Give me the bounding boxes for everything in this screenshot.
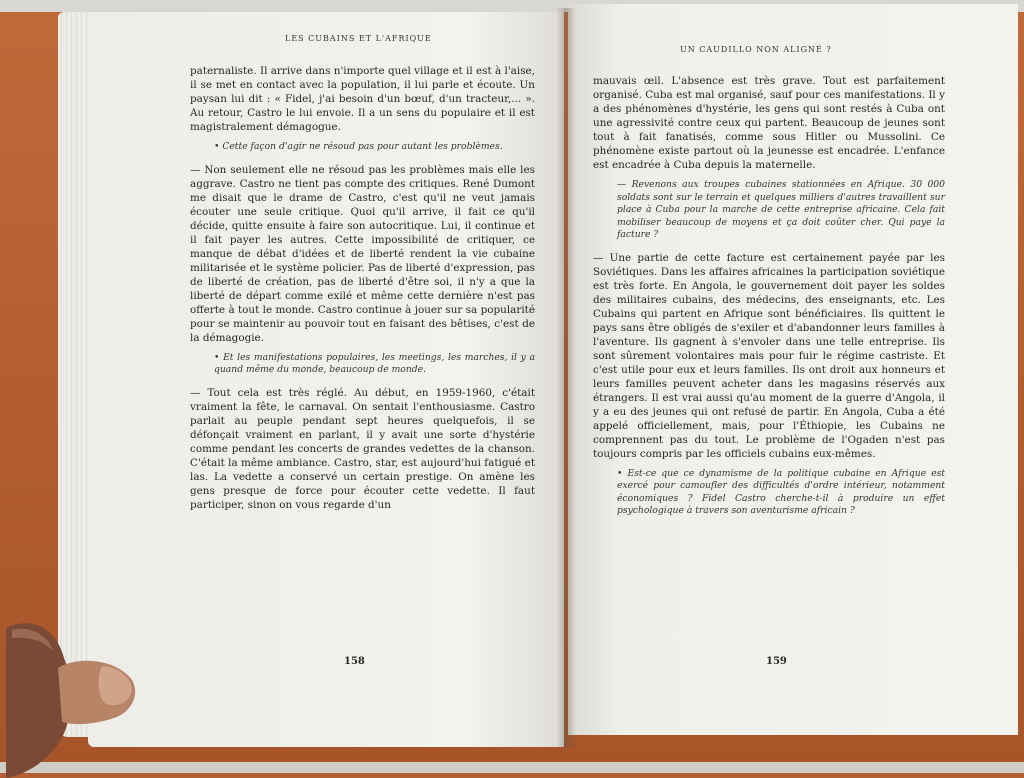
left-running-head: LES CUBAINS ET L'AFRIQUE <box>285 34 432 43</box>
left-page-text <box>190 64 535 519</box>
left-question-1: • Cette façon d'agir ne résoud pas pour autant les problèmes. <box>214 141 503 152</box>
left-question-2: • Et les manifestations populaires, les meetings, les marches, il y a quand même du monde, beaucoup de monde. <box>214 351 535 375</box>
right-page-text <box>593 74 945 527</box>
right-question-1: — Revenons aux troupes cubaines stationnées en Afrique. 30 000 soldats sont sur le terrain et quelques milliers d'autres travaillent sur place à Cuba pour la marche de cette entreprise africaine. Cela fait mobiliser beaucoup de moyens et ça doit coûter cher. Qui paye la facture ? <box>617 179 945 240</box>
right-paragraph-1: mauvais œil. L'absence est très grave. Tout est parfaitement organisé. Cuba est mal organisé, sauf pour ces manifestations. Il y a des phénomènes d'hystérie, les gens qui sont restés à Cuba ont une agressivité contre ceux qui partent. Beaucoup de jeunes sont tout à fait fanatisés, comme sous Hitler ou Mussolini. Ce phénomène existe partout où la jeunesse est encadrée. L'enfance est encadrée à Cuba depuis la maternelle. <box>593 75 945 171</box>
book-gutter <box>556 8 576 748</box>
thumb-holding-book <box>6 618 138 778</box>
right-paragraph-2: — Une partie de cette facture est certainement payée par les Soviétiques. Dans les affaires africaines la participation soviétique est très forte. En Angola, le gouvernement doit payer les soldes des militaires cubains, des médecins, des enseignants, etc. Les Cubains qui partent en Afrique sont bénéficiaires. Ils quittent le pays sans être obligés de s'exiler et d'abandonner leurs familles à l'aventure. Ils gagnent à s'envoler dans une telle entreprise. Ils sont sûrement volontaires mais pour fuir le régime castriste. Et c'est utile pour eux et leurs familles. Ils ont droit aux honneurs et leurs familles peuvent acheter dans les magasins réservés aux étrangers. Il est vrai aussi qu'au moment de la guerre d'Angola, il y a eu des jeunes qui ont refusé de partir. En Angola, Cuba a été appelé officiellement, mais, pour l'Éthiopie, les Cubains ne comprennent pas du tout. Le problème de l'Ogaden n'est pas toujours compris par les officiels cubains eux-mêmes. <box>593 251 945 460</box>
left-paragraph-3: — Tout cela est très réglé. Au début, en 1959-1960, c'était vraiment la fête, le carnaval. On sentait l'enthousiasme. Castro parlait au peuple pendant sept heures quelquefois, il se défonçait vraiment en parlant, il y avait une sorte d'hystérie comme pendant les concerts de grandes vedettes de la chanson. C'était la même ambiance. Castro, star, est aujourd'hui fatigué et las. La vedette a conservé un certain prestige. On amène les gens presque de force pour écouter cette vedette. Il faut participer, sinon on vous regarde d'un <box>190 386 535 511</box>
background-strip-bottom <box>0 762 1024 773</box>
left-page-number: 158 <box>344 656 365 667</box>
left-paragraph-2: — Non seulement elle ne résoud pas les problèmes mais elle les aggrave. Castro ne tient pas compte des critiques. René Dumont me disait que le drame de Castro, c'est qu'il ne veut jamais écouter une seule critique. Quoi qu'il arrive, il fait ce qu'il décide, quitte ensuite à faire son autocritique. Lui, il continue et il fait payer les autres. Cette impossibilité de critiquer, ce manque de débat d'idées et de liberté rendent la vie cubaine militarisée et le système policier. Pas de liberté d'expression, pas de liberté de création, pas de liberté d'être soi, il n'y a que la liberté de départ comme exilé et même cette dernière n'est pas offerte à tout le monde. Castro continue à jouer sur sa popularité pour se maintenir au pouvoir tout en faisant des bêtises, c'est de la démagogie. <box>190 163 535 344</box>
left-paragraph-1: paternaliste. Il arrive dans n'importe quel village et il est à l'aise, il se met en contact avec la population, il lui parle et écoute. Un paysan lui dit : « Fidel, j'ai besoin d'un bœuf, d'un tracteur,... ». Au retour, Castro le lui envoie. Il a un sens du populaire et il est magistralement démagogue. <box>190 65 535 133</box>
right-question-2: • Est-ce que ce dynamisme de la politique cubaine en Afrique est exercé pour camoufler des difficultés d'ordre intérieur, notamment économiques ? Fidel Castro cherche-t-il à produire un effet psychologique à travers son aventurisme africain ? <box>617 467 945 516</box>
right-page-number: 159 <box>766 656 787 667</box>
right-running-head: UN CAUDILLO NON ALIGNÉ ? <box>680 45 832 54</box>
